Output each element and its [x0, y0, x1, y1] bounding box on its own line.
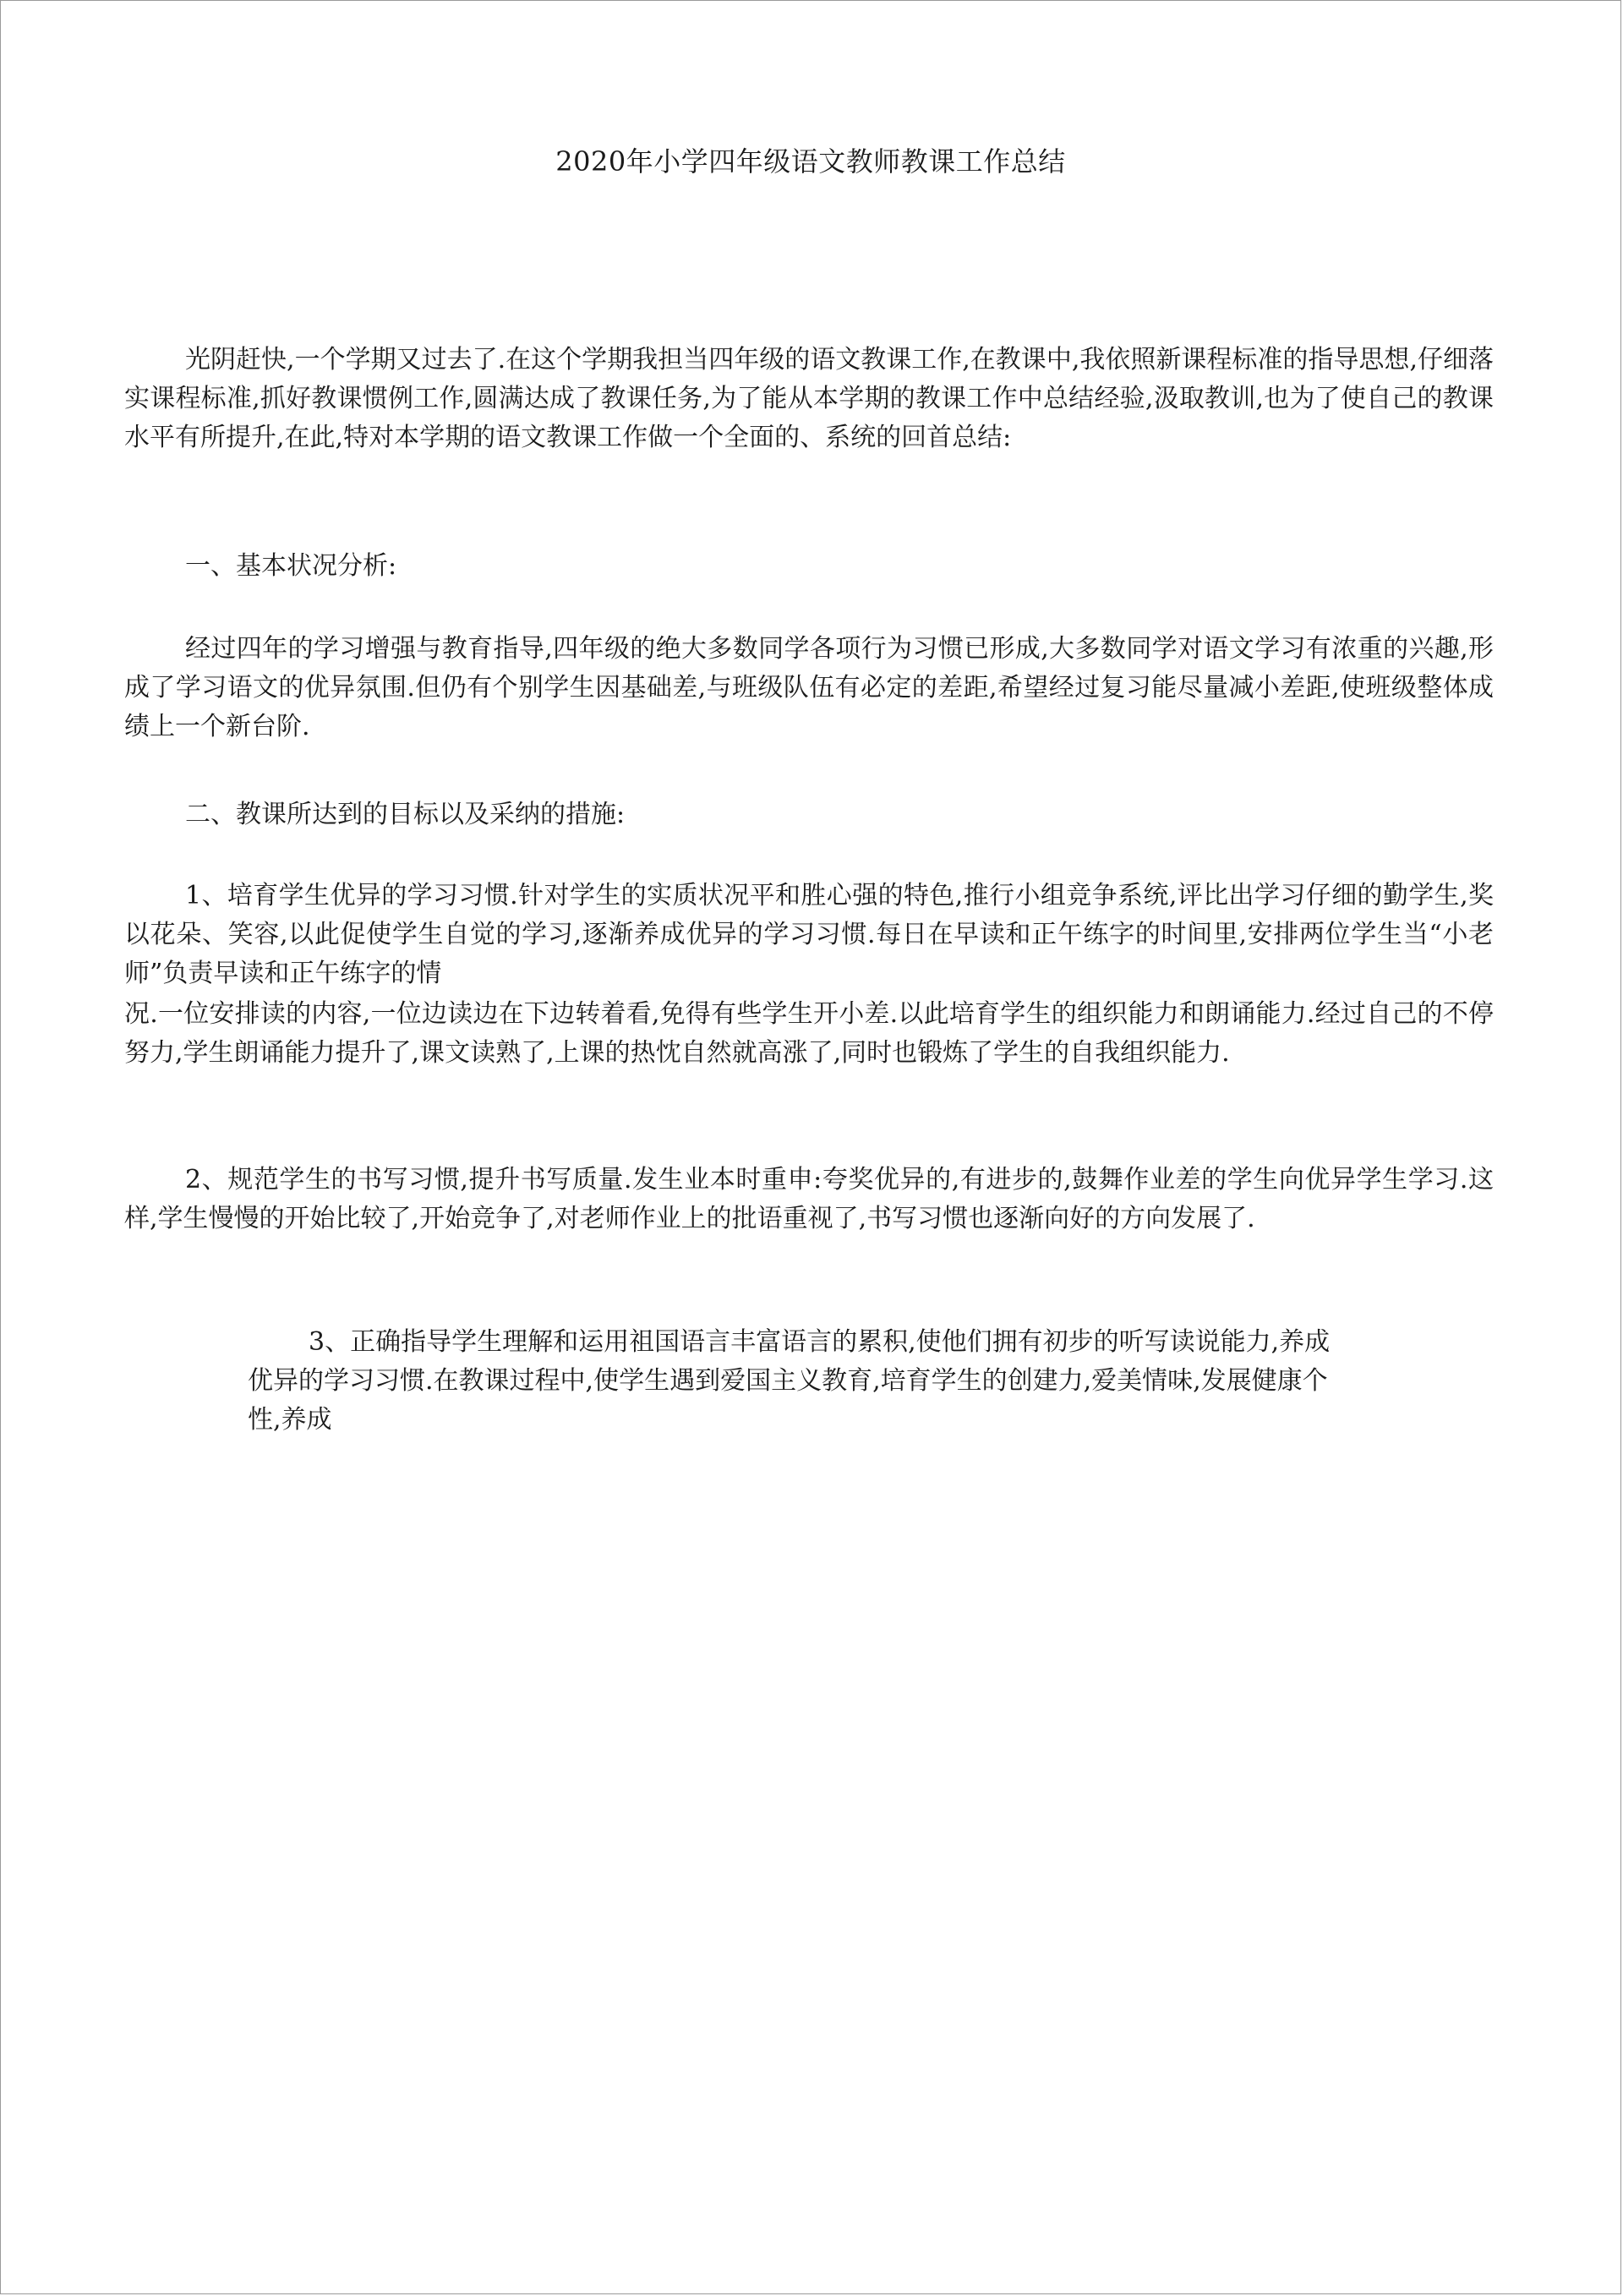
document-title: 2020年小学四年级语文教师教课工作总结 [555, 145, 1066, 178]
item-3-paragraph: 3、正确指导学生理解和运用祖国语言丰富语言的累积,使他们拥有初步的听写读说能力,养成优异的学习习惯.在教课过程中,使学生遇到爱国主义教育,培育学生的创建力,爱美情味,发展健康个性,养成 [248, 1327, 1331, 1435]
item-1-continuation: 况.一位安排读的内容,一位边读边在下边转着看,免得有些学生开小差.以此培育学生的组织能力和朗诵能力.经过自己的不停努力,学生朗诵能力提升了,课文读熟了,上课的热忱自然就高涨了,同时也锻炼了学生的自我组织能力. [124, 999, 1494, 1068]
section-heading-goals-measures: 二、教课所达到的目标以及采纳的措施: [185, 800, 626, 829]
item-2-paragraph: 2、规范学生的书写习惯,提升书写质量.发生业本时重申:夸奖优异的,有进步的,鼓舞作业差的学生向优异学生学习.这样,学生慢慢的开始比较了,开始竞争了,对老师作业上的批语重视了,书写习惯也逐渐向好的方向发展了. [124, 1165, 1494, 1233]
section-paragraph-basic-analysis: 经过四年的学习增强与教育指导,四年级的绝大多数同学各项行为习惯已形成,大多数同学对语文学习有浓重的兴趣,形成了学习语文的优异氛围.但仍有个别学生因基础差,与班级队伍有必定的差距,希望经过复习能尽量减小差距,使班级整体成绩上一个新台阶. [124, 634, 1494, 741]
item-1-paragraph: 1、培育学生优异的学习习惯.针对学生的实质状况平和胜心强的特色,推行小组竞争系统,评比出学习仔细的勤学生,奖以花朵、笑容,以此促使学生自觉的学习,逐渐养成优异的学习习惯.每日在早读和正午练字的时间里,安排两位学生当“小老师”负责早读和正午练字的情 [124, 881, 1494, 988]
intro-paragraph: 光阴赶快,一个学期又过去了.在这个学期我担当四年级的语文教课工作,在教课中,我依照新课程标准的指导思想,仔细落实课程标准,抓好教课惯例工作,圆满达成了教课任务,为了能从本学期的教课工作中总结经验,汲取教训,也为了使自己的教课水平有所提升,在此,特对本学期的语文教课工作做一个全面的、系统的回首总结: [124, 345, 1494, 452]
section-heading-basic-analysis: 一、基本状况分析: [185, 551, 397, 581]
